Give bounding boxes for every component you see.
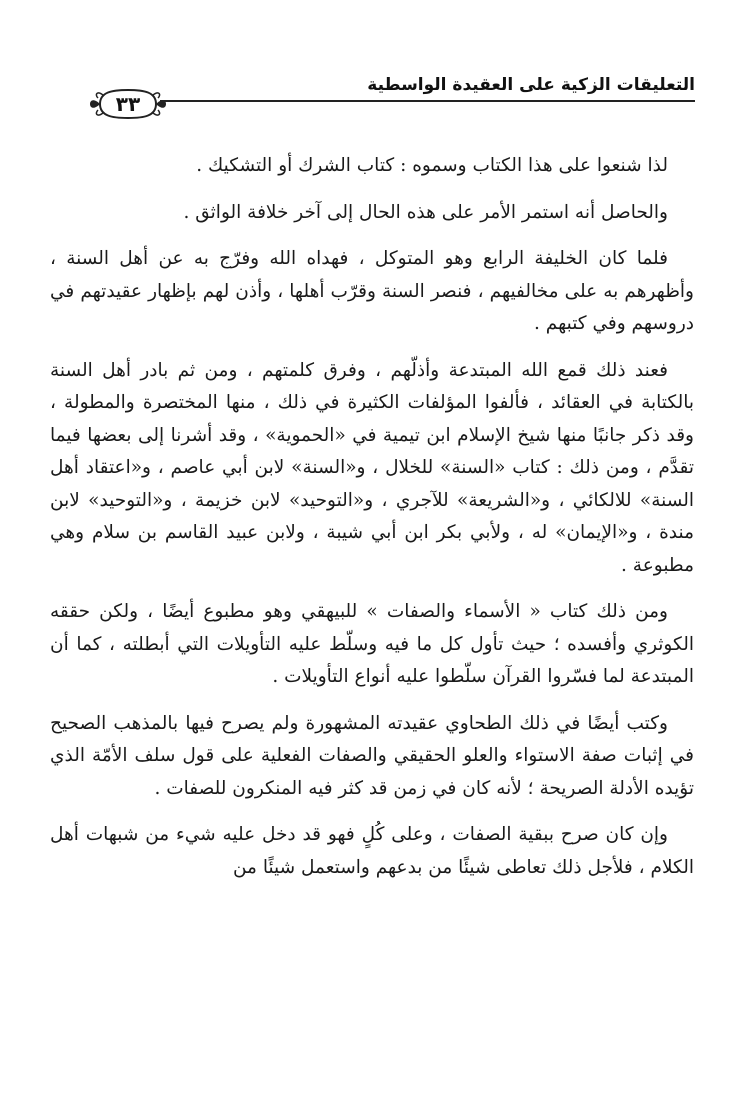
page-number-ornament <box>88 84 168 124</box>
paragraph: فعند ذلك قمع الله المبتدعة وأذلّهم ، وفرق كلمتهم ، ومن ثم بادر أهل السنة بالكتابة في العقائد ، فألفوا المؤلفات الكثيرة في ذلك ، منها المختصرة والمطولة ، وقد ذكر جانبًا منها شيخ الإسلام ابن تيمية في «الحموية» ، وقد أشرنا إلى بعضها فيما تقدَّم ، ومن ذلك : كتاب «السنة» للخلال ، و«السنة» لابن أبي عاصم ، و«اعتقاد أهل السنة» للالكائي ، و«الشريعة» للآجري ، و«التوحيد» لابن خزيمة ، و«التوحيد» لابن مندة ، و«الإيمان» له ، ولأبي بكر ابن أبي شيبة ، ولابن عبيد القاسم بن سلام وهي مطبوعة . <box>50 359 694 576</box>
running-title: التعليقات الزكية على العقيدة الواسطية <box>367 75 695 95</box>
paragraph: فلما كان الخليفة الرابع وهو المتوكل ، فهداه الله وفرّج به عن أهل السنة ، وأظهرهم به على مخالفيهم ، فنصر السنة وقرّب أهلها ، وأذن لهم بإظهار عقيدتهم في دروسهم وفي كتبهم . <box>50 248 694 334</box>
page-number: ٣٣ <box>115 92 141 116</box>
main-text <box>50 150 694 898</box>
paragraph: وكتب أيضًا في ذلك الطحاوي عقيدته المشهورة ولم يصرح فيها بالمذهب الصحيح في إثبات صفة الاستواء والعلو الحقيقي والصفات الفعلية على قول سلف الأمّة الذي تؤيده الأدلة الصريحة ؛ لأنه كان في زمن قد كثر فيه المنكرون للصفات . <box>50 712 694 799</box>
paragraph: والحاصل أنه استمر الأمر على هذه الحال إلى آخر خلافة الواثق . <box>183 201 668 223</box>
header-rule <box>160 100 695 102</box>
paragraph: وإن كان صرح ببقية الصفات ، وعلى كُلٍ فهو قد دخل عليه شيء من شبهات أهل الكلام ، فلأجل ذلك تعاطى شيئًا من بدعهم واستعمل شيئًا من <box>50 824 694 878</box>
paragraph: لذا شنعوا على هذا الكتاب وسموه : كتاب الشرك أو التشكيك . <box>196 155 668 176</box>
paragraph: ومن ذلك كتاب « الأسماء والصفات » للبيهقي وهو مطبوع أيضًا ، ولكن حققه الكوثري وأفسده ؛ حيث تأول كل ما فيه وسلّط عليه التأويلات التي أبطلته ، كما أن المبتدعة لما فسّروا القرآن سلّطوا عليه أنواع التأويلات . <box>50 601 694 687</box>
